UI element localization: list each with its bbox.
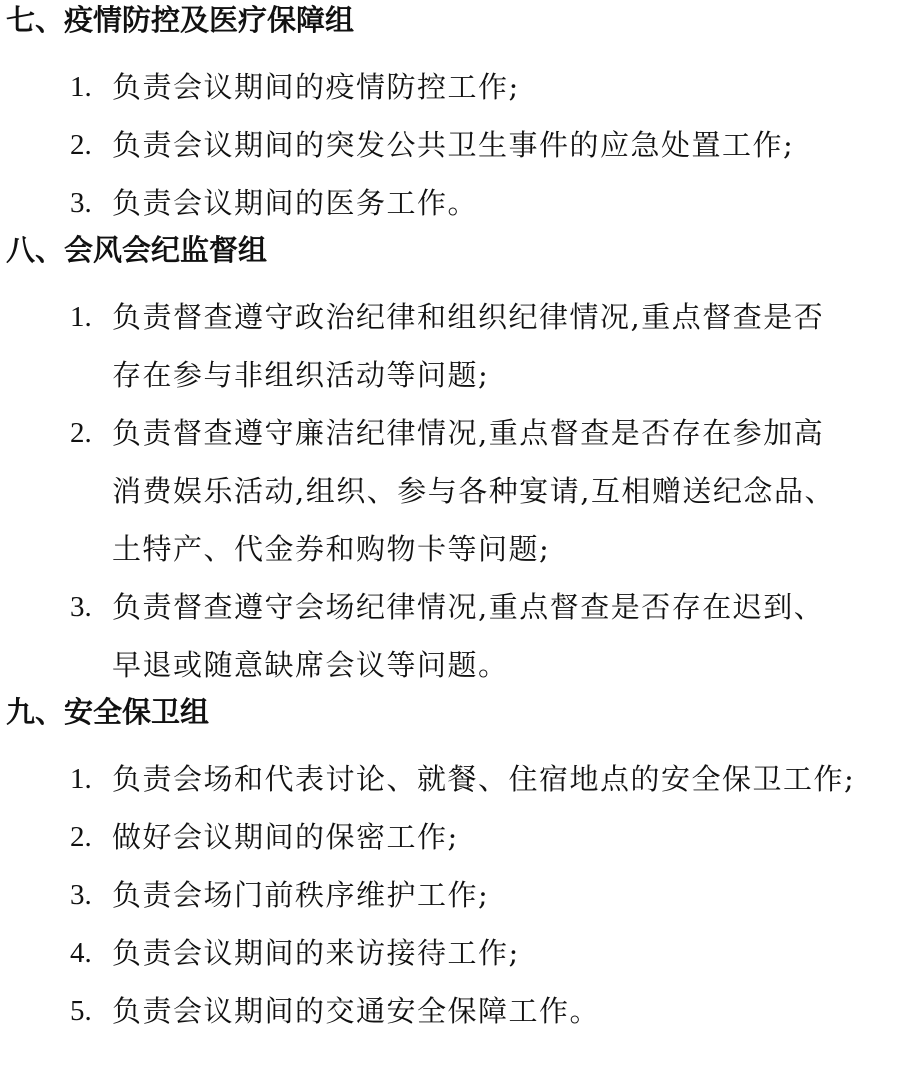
item-text: 做好会议期间的保密工作;	[112, 820, 459, 854]
item-number: 1.	[70, 763, 92, 795]
item-text: 早退或随意缺席会议等问题。	[112, 648, 509, 682]
item-number: 5.	[70, 995, 92, 1027]
item-text: 负责督查遵守廉洁纪律情况,重点督查是否存在参加高	[112, 416, 825, 450]
list-item	[0, 58, 812, 116]
item-text: 存在参与非组织活动等问题;	[112, 358, 490, 392]
item-number: 1.	[70, 71, 92, 103]
list-item	[0, 578, 853, 694]
item-number: 2.	[70, 129, 92, 161]
item-number: 1.	[70, 301, 92, 333]
item-text: 负责会议期间的来访接待工作;	[112, 936, 520, 970]
list-item	[0, 288, 853, 404]
item-number: 2.	[70, 821, 92, 853]
item-text: 负责会场和代表讨论、就餐、住宿地点的安全保卫工作;	[112, 762, 856, 796]
item-list	[0, 288, 853, 694]
item-text: 负责督查遵守政治纪律和组织纪律情况,重点督查是否	[112, 300, 825, 334]
list-item	[0, 808, 873, 866]
list-item	[0, 750, 873, 808]
list-item	[0, 866, 873, 924]
list-item	[0, 982, 873, 1040]
item-number: 3.	[70, 879, 92, 911]
list-item	[0, 116, 812, 174]
item-text: 负责会议期间的医务工作。	[112, 186, 479, 220]
item-text: 消费娱乐活动,组织、参与各种宴请,互相赠送纪念品、	[112, 474, 835, 508]
item-number: 2.	[70, 417, 92, 449]
item-text: 负责会议期间的交通安全保障工作。	[112, 994, 601, 1028]
section-epidemic-medical	[0, 3, 812, 232]
item-list	[0, 58, 812, 232]
list-item	[0, 924, 873, 982]
item-text: 负责会议期间的突发公共卫生事件的应急处置工作;	[112, 128, 795, 162]
section-heading: 七、疫情防控及医疗保障组	[6, 3, 355, 37]
item-text: 负责督查遵守会场纪律情况,重点督查是否存在迟到、	[112, 590, 825, 624]
section-security	[0, 695, 873, 1040]
item-number: 3.	[70, 591, 92, 623]
item-text: 负责会议期间的疫情防控工作;	[112, 70, 520, 104]
section-heading: 八、会风会纪监督组	[6, 233, 268, 267]
list-item	[0, 174, 812, 232]
section-conduct-supervision	[0, 233, 853, 694]
item-text: 土特产、代金券和购物卡等问题;	[112, 532, 551, 566]
item-number: 4.	[70, 937, 92, 969]
section-heading: 九、安全保卫组	[6, 695, 210, 729]
item-text: 负责会场门前秩序维护工作;	[112, 878, 490, 912]
item-list	[0, 750, 873, 1040]
item-number: 3.	[70, 187, 92, 219]
list-item	[0, 404, 853, 578]
